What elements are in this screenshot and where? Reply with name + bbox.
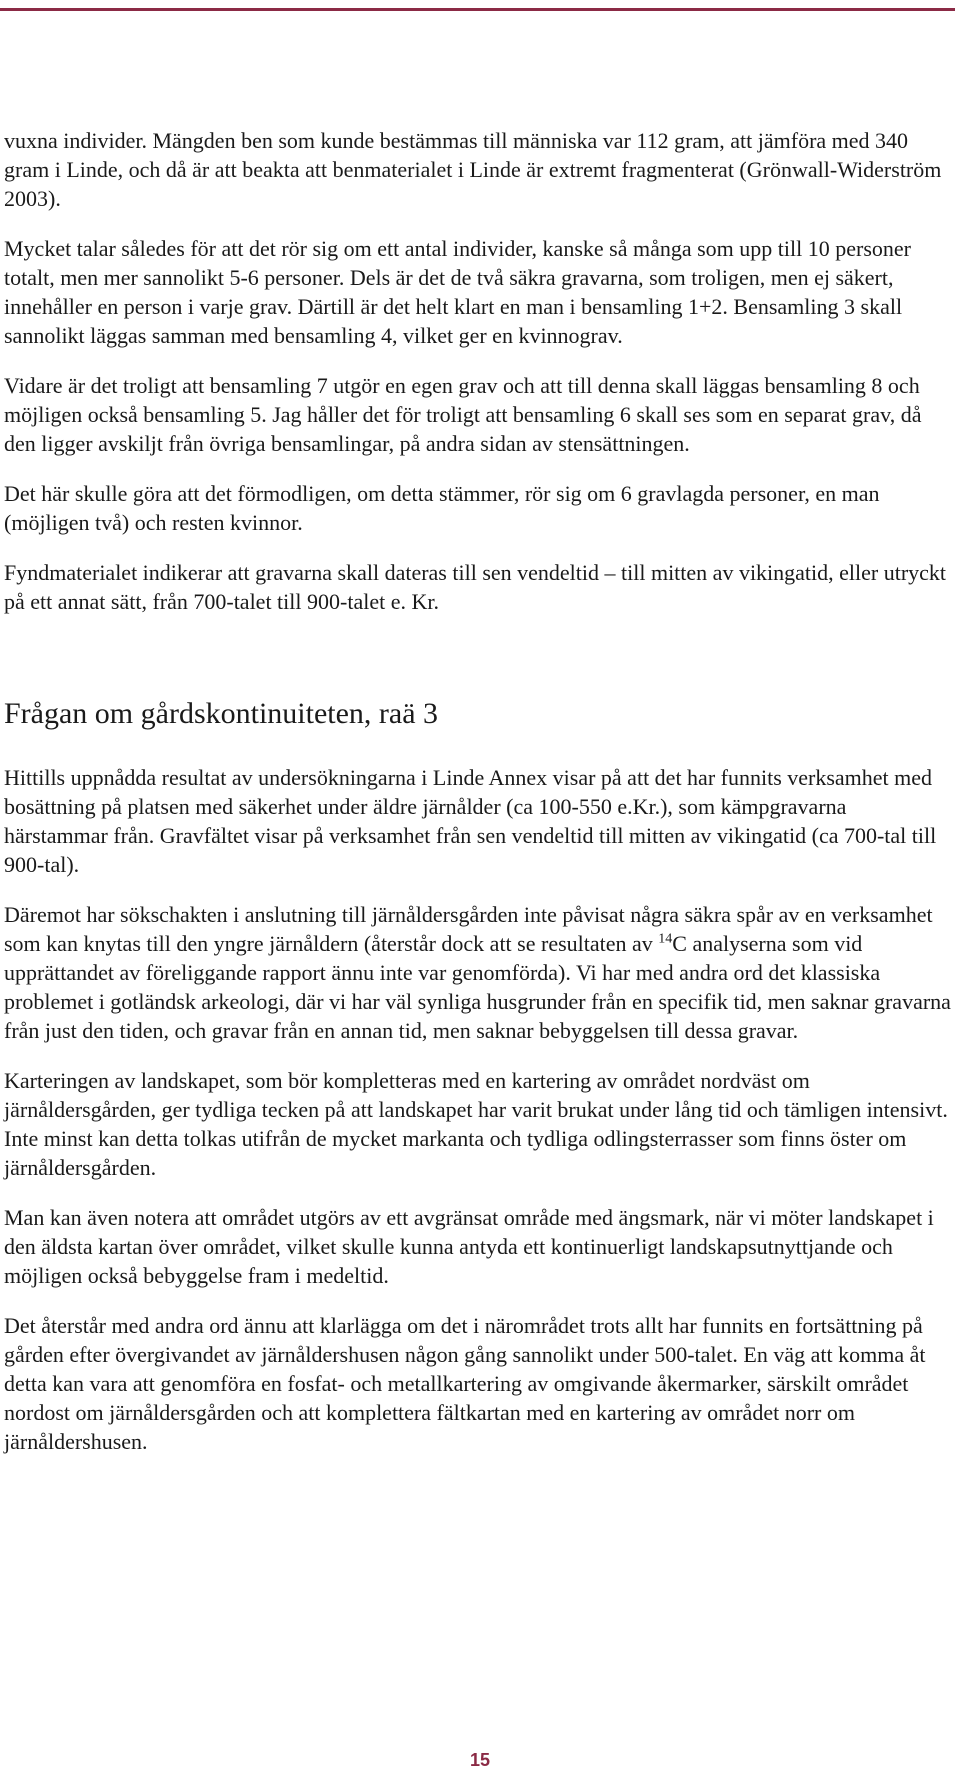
paragraph-7-c14 [4, 900, 954, 1045]
paragraph-6: Hittills uppnådda resultat av undersökningarna i Linde Annex visar på att det har funnits verksamhet med bosättning på platsen med säkerhet under äldre järnålder (ca 100-550 e.Kr.), som kämpgravarna härstammar från. Gravfältet visar på verksamhet från sen vendeltid till mitten av vikingatid (ca 700-tal till 900-tal). [4, 765, 937, 877]
paragraph-4: Det här skulle göra att det förmodligen, om detta stämmer, rör sig om 6 gravlagda personer, en man (möjligen två) och resten kvinnor. [4, 481, 880, 535]
paragraph-1: vuxna individer. Mängden ben som kunde bestämmas till människa var 112 gram, att jämföra med 340 gram i Linde, och då är att beakta att benmaterialet i Linde är extremt fragmenterat (Grönwall-Widerström 2003). [4, 128, 942, 211]
paragraph-9: Man kan även notera att området utgörs av ett avgränsat område med ängsmark, när vi möter landskapet i den äldsta kartan över området, vilket skulle kunna antyda ett kontinuerligt landskapsutnyttjande och möjligen också bebyggelse fram i medeltid. [4, 1205, 934, 1288]
c14-text-before: Däremot har sökschakten i anslutning till järnåldersgården inte påvisat några säkra spår av en verksamhet som kan knytas till den yngre järnåldern (återstår dock att se resultaten av [4, 902, 933, 956]
paragraph-5: Fyndmaterialet indikerar att gravarna skall dateras till sen vendeltid – till mitten av vikingatid, eller utryckt på ett annat sätt, från 700-talet till 900-talet e. Kr. [4, 560, 947, 614]
page-content [4, 126, 954, 1477]
page-number: 15 [469, 1750, 491, 1770]
section-heading: Frågan om gårdskontinuiteten, raä 3 [4, 697, 439, 730]
paragraph-2: Mycket talar således för att det rör sig om ett antal individer, kanske så många som upp till 10 personer totalt, men mer sannolikt 5-6 personer. Dels är det de två säkra gravarna, som troligen, men ej säkert, innehåller en person i varje grav. Därtill är det helt klart en man i bensamling 1+2. Bensamling 3 skall sannolikt läggas samman med bensamling 4, vilket ger en kvinnograv. [4, 236, 911, 348]
c14-text-after: C analyserna som vid upprättandet av föreliggande rapport ännu inte var genomförda). Vi har med andra ord det klassiska problemet i gotländsk arkeologi, där vi har väl synliga husgrunder från en specifik tid, men saknar gravarna från just den tiden, och gravar från en annan tid, men saknar bebyggelsen till dessa gravar. [4, 931, 951, 1043]
paragraph-3: Vidare är det troligt att bensamling 7 utgör en egen grav och att till denna skall läggas bensamling 8 och möjligen också bensamling 5. Jag håller det för troligt att bensamling 6 skall ses som en separat grav, då den ligger avskiljt från övriga bensamlingar, på andra sidan av stensättningen. [4, 373, 922, 456]
paragraph-8: Karteringen av landskapet, som bör kompletteras med en kartering av området nordväst om järnåldersgården, ger tydliga tecken på att landskapet har varit brukat under lång tid och tämligen intensivt. Inte minst kan detta tolkas utifrån de mycket markanta och tydliga odlingsterrasser som finns öster om järnåldersgården. [4, 1068, 948, 1180]
top-rule [0, 8, 955, 11]
c14-superscript: 14 [658, 931, 673, 947]
paragraph-10: Det återstår med andra ord ännu att klarlägga om det i närområdet trots allt har funnits en fortsättning på gården efter övergivandet av järnåldershusen någon gång sannolikt under 500-talet. En väg att komma åt detta kan vara att genomföra en fosfat- och metallkartering av omgivande åkermarker, särskilt området nordost om järnåldersgården och att komplettera fältkartan med en kartering av området norr om järnåldershusen. [4, 1313, 926, 1454]
